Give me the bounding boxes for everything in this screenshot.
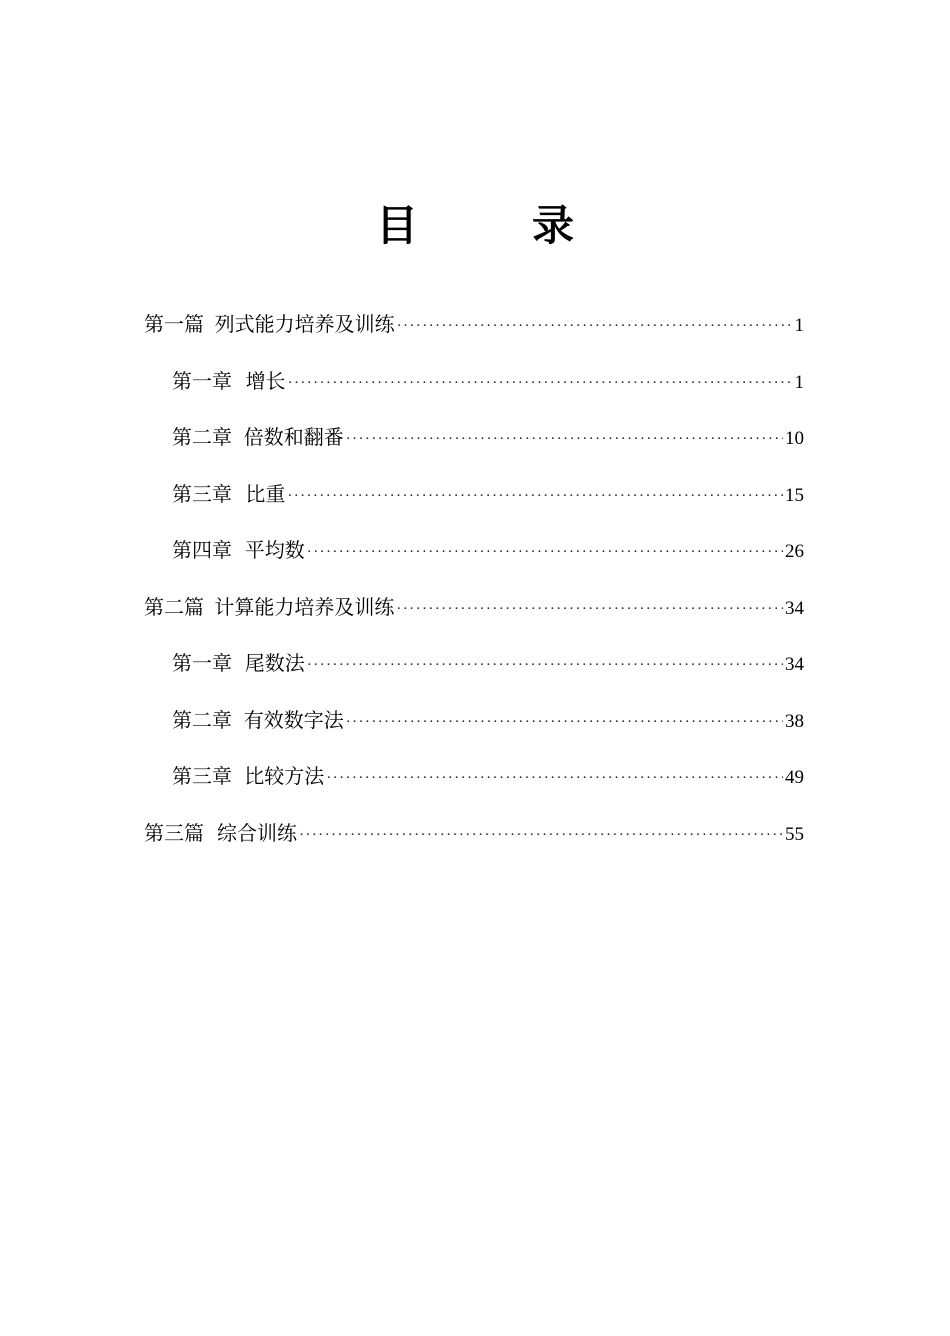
entry-label: 第二篇 (144, 595, 204, 619)
toc-entry-chapter[interactable] (172, 756, 804, 796)
entry-page-number: 38 (785, 711, 804, 732)
entry-label: 第二章 (172, 425, 232, 449)
toc-title: 目 录 (375, 201, 610, 250)
entry-page-number: 55 (785, 824, 804, 845)
entry-title: 尾数法 (244, 651, 305, 675)
toc-entry-chapter[interactable] (172, 700, 804, 740)
entry-page-number: 34 (785, 598, 804, 619)
toc-entry-part-3[interactable] (144, 813, 804, 853)
dot-leader (287, 476, 783, 516)
entry-page-number: 34 (785, 654, 804, 675)
entry-page-number: 1 (794, 315, 804, 336)
entry-label: 第三章 (172, 482, 232, 506)
entry-title: 平均数 (244, 538, 305, 562)
entry-title: 列式能力培养及训练 (214, 312, 395, 336)
toc-entry-chapter[interactable] (172, 361, 804, 401)
entry-page-number: 26 (785, 541, 804, 562)
entry-label: 第二章 (172, 708, 232, 732)
toc-entry-chapter[interactable] (172, 417, 804, 457)
dot-leader (307, 645, 783, 685)
entry-page-number: 10 (785, 428, 804, 449)
entry-label: 第三篇 (144, 821, 204, 845)
entry-label: 第三章 (172, 764, 232, 788)
dot-leader (396, 589, 783, 629)
entry-title: 比较方法 (244, 764, 325, 788)
dot-leader (288, 363, 792, 403)
toc-entry-chapter[interactable] (172, 530, 804, 570)
entry-page-number: 49 (785, 767, 804, 788)
entry-page-number: 1 (794, 372, 804, 393)
entry-title: 综合训练 (217, 821, 297, 845)
entry-title: 比重 (245, 482, 286, 506)
dot-leader (326, 758, 783, 798)
entry-title: 计算能力培养及训练 (214, 595, 395, 619)
toc-entry-chapter[interactable] (172, 643, 804, 683)
toc-entry-part-2[interactable] (144, 587, 804, 627)
dot-leader (346, 702, 783, 742)
dot-leader (307, 532, 783, 572)
entry-label: 第一篇 (144, 312, 204, 336)
entry-title: 有效数字法 (243, 708, 344, 732)
entry-title: 倍数和翻番 (243, 425, 344, 449)
toc-entry-part-1[interactable] (144, 304, 804, 344)
dot-leader (346, 419, 783, 459)
dot-leader (299, 815, 783, 855)
dot-leader (397, 306, 792, 346)
toc-entry-chapter[interactable] (172, 474, 804, 514)
entry-label: 第一章 (172, 369, 232, 393)
entry-label: 第一章 (172, 651, 232, 675)
entry-label: 第四章 (172, 538, 232, 562)
entry-page-number: 15 (785, 485, 804, 506)
entry-title: 增长 (245, 369, 286, 393)
